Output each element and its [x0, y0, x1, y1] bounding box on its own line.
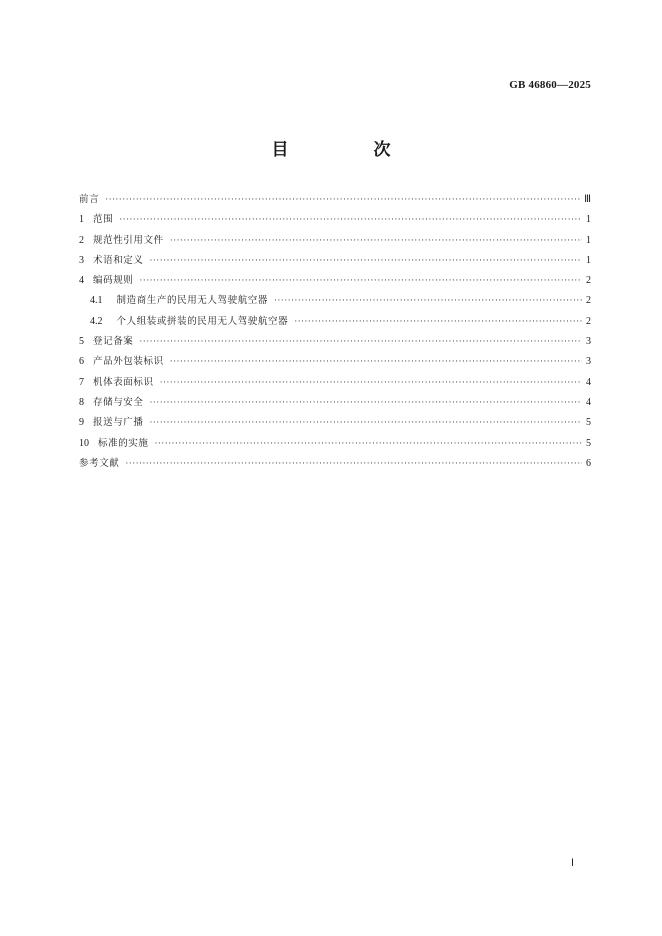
toc-entry-title: 范围	[93, 214, 114, 226]
dot-leader	[139, 331, 582, 351]
toc-entry-2[interactable]	[79, 230, 591, 250]
dot-leader	[119, 209, 582, 229]
toc-entry-page: 1	[586, 234, 591, 246]
toc-entry-title: 前言	[79, 194, 100, 205]
toc-entry-title: 制造商生产的民用无人驾驶航空器	[116, 295, 269, 307]
dot-leader	[155, 433, 582, 453]
dot-leader	[105, 189, 581, 209]
toc-entry-page: Ⅲ	[584, 194, 591, 205]
toc-entry-title: 规范性引用文件	[93, 234, 164, 246]
toc-entry-number: 4.2	[90, 315, 103, 327]
toc-entry-page: 5	[586, 417, 591, 429]
toc-entry-page: 3	[586, 336, 591, 348]
toc-entry-number: 8	[79, 396, 84, 408]
toc-entry-page: 5	[586, 437, 591, 449]
toc-entry-number: 5	[79, 336, 84, 348]
toc-entry-title: 参考文献	[79, 457, 120, 469]
toc-entry-number: 9	[79, 417, 84, 429]
toc-entry-title: 编码规则	[93, 275, 134, 287]
standard-code: GB 46860—2025	[509, 79, 591, 91]
toc-entry-page: 4	[586, 376, 591, 388]
toc-entry-title: 术语和定义	[93, 254, 144, 266]
dot-leader	[150, 412, 582, 432]
toc-entry-9[interactable]	[79, 412, 591, 432]
toc-entry-title: 报送与广播	[93, 417, 144, 429]
toc-entry-5[interactable]	[79, 331, 591, 351]
dot-leader	[170, 351, 582, 371]
toc-entry-title: 标准的实施	[98, 437, 149, 449]
toc-entry-foreword[interactable]	[79, 189, 591, 209]
dot-leader	[139, 270, 582, 290]
toc-entry-title: 个人组装或拼装的民用无人驾驶航空器	[116, 315, 289, 327]
toc-entry-3[interactable]	[79, 250, 591, 270]
toc-entry-number: 4.1	[90, 295, 103, 307]
toc-entry-6[interactable]	[79, 351, 591, 371]
toc-entry-page: 2	[586, 275, 591, 287]
toc-entry-title: 产品外包装标识	[93, 356, 164, 368]
toc-entry-number: 6	[79, 356, 84, 368]
toc-entry-page: 6	[586, 457, 591, 469]
toc-entry-title: 机体表面标识	[93, 376, 154, 388]
toc-entry-7[interactable]	[79, 372, 591, 392]
toc-entry-title: 登记备案	[93, 336, 134, 348]
toc-entry-number: 2	[79, 234, 84, 246]
toc-entry-10[interactable]	[79, 433, 591, 453]
dot-leader	[274, 290, 582, 310]
toc-entry-page: 2	[586, 315, 591, 327]
toc-entry-title: 存储与安全	[93, 396, 144, 408]
toc-entry-4-2[interactable]	[79, 311, 591, 331]
toc-entry-page: 1	[586, 214, 591, 226]
toc-entry-8[interactable]	[79, 392, 591, 412]
dot-leader	[160, 372, 582, 392]
dot-leader	[150, 392, 582, 412]
toc-entry-bibliography[interactable]	[79, 453, 591, 473]
toc-entry-number: 3	[79, 254, 84, 266]
toc-entry-1[interactable]	[79, 209, 591, 229]
toc-title: 目 次	[271, 140, 425, 160]
toc-entry-page: 2	[586, 295, 591, 307]
table-of-contents	[79, 189, 591, 473]
toc-entry-page: 4	[586, 396, 591, 408]
toc-entry-page: 1	[586, 254, 591, 266]
toc-entry-number: 10	[79, 437, 89, 449]
toc-entry-page: 3	[586, 356, 591, 368]
page-number: Ⅰ	[571, 858, 574, 869]
toc-entry-number: 1	[79, 214, 84, 226]
toc-entry-number: 4	[79, 275, 84, 287]
dot-leader	[294, 311, 582, 331]
toc-entry-4-1[interactable]	[79, 290, 591, 310]
dot-leader	[150, 250, 582, 270]
dot-leader	[170, 230, 582, 250]
toc-entry-4[interactable]	[79, 270, 591, 290]
toc-entry-number: 7	[79, 376, 84, 388]
dot-leader	[125, 453, 582, 473]
